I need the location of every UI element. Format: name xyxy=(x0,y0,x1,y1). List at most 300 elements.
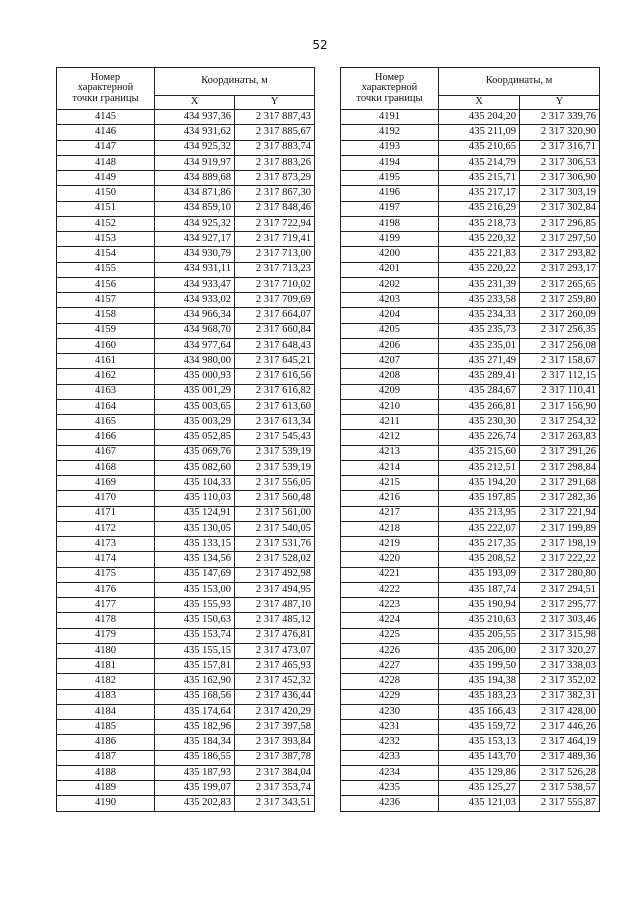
table-row xyxy=(57,506,315,521)
x-coordinate-cell: 435 205,55 xyxy=(439,628,520,643)
point-number-cell: 4192 xyxy=(341,125,439,140)
x-coordinate-cell: 435 153,74 xyxy=(155,628,235,643)
header-coordinates: Координаты, м xyxy=(439,68,600,96)
table-row xyxy=(57,186,315,201)
point-number-cell: 4159 xyxy=(57,323,155,338)
table-row xyxy=(57,521,315,536)
y-coordinate-cell: 2 317 282,36 xyxy=(520,491,600,506)
point-number-cell: 4216 xyxy=(341,491,439,506)
y-coordinate-cell: 2 317 648,43 xyxy=(235,338,315,353)
x-coordinate-cell: 435 210,65 xyxy=(439,140,520,155)
x-coordinate-cell: 435 155,15 xyxy=(155,643,235,658)
y-coordinate-cell: 2 317 613,34 xyxy=(235,415,315,430)
header-y: Y xyxy=(235,96,315,110)
point-number-cell: 4205 xyxy=(341,323,439,338)
x-coordinate-cell: 435 187,74 xyxy=(439,582,520,597)
y-coordinate-cell: 2 317 492,98 xyxy=(235,567,315,582)
table-row xyxy=(341,460,600,475)
x-coordinate-cell: 434 968,70 xyxy=(155,323,235,338)
table-row xyxy=(57,689,315,704)
point-number-cell: 4162 xyxy=(57,369,155,384)
y-coordinate-cell: 2 317 465,93 xyxy=(235,659,315,674)
table-row xyxy=(57,750,315,765)
x-coordinate-cell: 435 216,29 xyxy=(439,201,520,216)
table-row xyxy=(57,598,315,613)
x-coordinate-cell: 435 226,74 xyxy=(439,430,520,445)
point-number-cell: 4167 xyxy=(57,445,155,460)
table-row xyxy=(57,735,315,750)
y-coordinate-cell: 2 317 452,32 xyxy=(235,674,315,689)
y-coordinate-cell: 2 317 280,80 xyxy=(520,567,600,582)
table-row xyxy=(341,720,600,735)
y-coordinate-cell: 2 317 158,67 xyxy=(520,354,600,369)
table-row xyxy=(341,476,600,491)
x-coordinate-cell: 435 235,73 xyxy=(439,323,520,338)
point-number-cell: 4157 xyxy=(57,293,155,308)
point-number-cell: 4190 xyxy=(57,796,155,811)
x-coordinate-cell: 435 230,30 xyxy=(439,415,520,430)
x-coordinate-cell: 435 110,03 xyxy=(155,491,235,506)
point-number-cell: 4169 xyxy=(57,476,155,491)
y-coordinate-cell: 2 317 110,41 xyxy=(520,384,600,399)
table-row xyxy=(57,262,315,277)
table-row xyxy=(57,232,315,247)
point-number-cell: 4224 xyxy=(341,613,439,628)
table-row xyxy=(341,140,600,155)
x-coordinate-cell: 434 933,02 xyxy=(155,293,235,308)
x-coordinate-cell: 435 133,15 xyxy=(155,537,235,552)
y-coordinate-cell: 2 317 263,83 xyxy=(520,430,600,445)
y-coordinate-cell: 2 317 539,19 xyxy=(235,445,315,460)
point-number-cell: 4208 xyxy=(341,369,439,384)
y-coordinate-cell: 2 317 294,51 xyxy=(520,582,600,597)
table-row xyxy=(341,613,600,628)
table-row xyxy=(57,384,315,399)
point-number-cell: 4211 xyxy=(341,415,439,430)
y-coordinate-cell: 2 317 526,28 xyxy=(520,765,600,780)
table-row xyxy=(57,720,315,735)
y-coordinate-cell: 2 317 397,58 xyxy=(235,720,315,735)
table-row xyxy=(341,781,600,796)
y-coordinate-cell: 2 317 198,19 xyxy=(520,537,600,552)
y-coordinate-cell: 2 317 494,95 xyxy=(235,582,315,597)
point-number-cell: 4150 xyxy=(57,186,155,201)
table-row xyxy=(341,643,600,658)
table-row xyxy=(57,704,315,719)
x-coordinate-cell: 435 104,33 xyxy=(155,476,235,491)
y-coordinate-cell: 2 317 384,04 xyxy=(235,765,315,780)
x-coordinate-cell: 435 184,34 xyxy=(155,735,235,750)
point-number-cell: 4199 xyxy=(341,232,439,247)
x-coordinate-cell: 435 121,03 xyxy=(439,796,520,811)
table-row xyxy=(341,277,600,292)
point-number-cell: 4164 xyxy=(57,399,155,414)
point-number-cell: 4155 xyxy=(57,262,155,277)
x-coordinate-cell: 435 235,01 xyxy=(439,338,520,353)
y-coordinate-cell: 2 317 343,51 xyxy=(235,796,315,811)
coordinates-table-left xyxy=(56,67,315,812)
point-number-cell: 4207 xyxy=(341,354,439,369)
table-row xyxy=(57,415,315,430)
table-row xyxy=(341,201,600,216)
table-row xyxy=(341,445,600,460)
y-coordinate-cell: 2 317 473,07 xyxy=(235,643,315,658)
table-row xyxy=(57,338,315,353)
x-coordinate-cell: 435 211,09 xyxy=(439,125,520,140)
table-row xyxy=(57,582,315,597)
point-number-cell: 4176 xyxy=(57,582,155,597)
table-row xyxy=(57,781,315,796)
point-number-cell: 4195 xyxy=(341,171,439,186)
table-row xyxy=(341,155,600,170)
x-coordinate-cell: 435 052,85 xyxy=(155,430,235,445)
table-row xyxy=(57,308,315,323)
y-coordinate-cell: 2 317 339,76 xyxy=(520,110,600,125)
point-number-cell: 4226 xyxy=(341,643,439,658)
table-row xyxy=(57,567,315,582)
point-number-cell: 4185 xyxy=(57,720,155,735)
x-coordinate-cell: 434 927,17 xyxy=(155,232,235,247)
y-coordinate-cell: 2 317 254,32 xyxy=(520,415,600,430)
x-coordinate-cell: 434 937,36 xyxy=(155,110,235,125)
x-coordinate-cell: 435 213,95 xyxy=(439,506,520,521)
x-coordinate-cell: 435 199,07 xyxy=(155,781,235,796)
table-row xyxy=(341,247,600,262)
y-coordinate-cell: 2 317 560,48 xyxy=(235,491,315,506)
table-row xyxy=(57,140,315,155)
y-coordinate-cell: 2 317 485,12 xyxy=(235,613,315,628)
point-number-cell: 4214 xyxy=(341,460,439,475)
table-row xyxy=(341,171,600,186)
y-coordinate-cell: 2 317 867,30 xyxy=(235,186,315,201)
point-number-cell: 4219 xyxy=(341,537,439,552)
y-coordinate-cell: 2 317 873,29 xyxy=(235,171,315,186)
point-number-cell: 4163 xyxy=(57,384,155,399)
y-coordinate-cell: 2 317 293,82 xyxy=(520,247,600,262)
point-number-cell: 4161 xyxy=(57,354,155,369)
table-row xyxy=(57,201,315,216)
point-number-cell: 4181 xyxy=(57,659,155,674)
y-coordinate-cell: 2 317 382,31 xyxy=(520,689,600,704)
x-coordinate-cell: 435 215,60 xyxy=(439,445,520,460)
x-coordinate-cell: 435 162,90 xyxy=(155,674,235,689)
x-coordinate-cell: 435 231,39 xyxy=(439,277,520,292)
point-number-cell: 4232 xyxy=(341,735,439,750)
table-row xyxy=(341,216,600,231)
coordinates-table-right xyxy=(340,67,600,812)
x-coordinate-cell: 435 130,05 xyxy=(155,521,235,536)
point-number-cell: 4222 xyxy=(341,582,439,597)
point-number-cell: 4154 xyxy=(57,247,155,262)
table-row xyxy=(57,125,315,140)
x-coordinate-cell: 435 187,93 xyxy=(155,765,235,780)
point-number-cell: 4204 xyxy=(341,308,439,323)
point-number-cell: 4201 xyxy=(341,262,439,277)
y-coordinate-cell: 2 317 613,60 xyxy=(235,399,315,414)
y-coordinate-cell: 2 317 428,00 xyxy=(520,704,600,719)
y-coordinate-cell: 2 317 221,94 xyxy=(520,506,600,521)
y-coordinate-cell: 2 317 298,84 xyxy=(520,460,600,475)
x-coordinate-cell: 434 977,64 xyxy=(155,338,235,353)
x-coordinate-cell: 435 186,55 xyxy=(155,750,235,765)
y-coordinate-cell: 2 317 387,78 xyxy=(235,750,315,765)
y-coordinate-cell: 2 317 887,43 xyxy=(235,110,315,125)
y-coordinate-cell: 2 317 664,07 xyxy=(235,308,315,323)
y-coordinate-cell: 2 317 297,50 xyxy=(520,232,600,247)
table-row xyxy=(57,552,315,567)
x-coordinate-cell: 435 210,63 xyxy=(439,613,520,628)
point-number-cell: 4184 xyxy=(57,704,155,719)
table-row xyxy=(341,796,600,811)
table-row xyxy=(57,216,315,231)
x-coordinate-cell: 434 889,68 xyxy=(155,171,235,186)
y-coordinate-cell: 2 317 556,05 xyxy=(235,476,315,491)
table-row xyxy=(341,125,600,140)
point-number-cell: 4146 xyxy=(57,125,155,140)
point-number-cell: 4179 xyxy=(57,628,155,643)
point-number-cell: 4183 xyxy=(57,689,155,704)
x-coordinate-cell: 435 143,70 xyxy=(439,750,520,765)
point-number-cell: 4223 xyxy=(341,598,439,613)
y-coordinate-cell: 2 317 476,81 xyxy=(235,628,315,643)
table-row xyxy=(57,765,315,780)
table-row xyxy=(341,628,600,643)
x-coordinate-cell: 435 217,35 xyxy=(439,537,520,552)
y-coordinate-cell: 2 317 645,21 xyxy=(235,354,315,369)
table-row xyxy=(57,110,315,125)
table-row xyxy=(341,537,600,552)
table-body-left xyxy=(57,110,315,812)
point-number-cell: 4149 xyxy=(57,171,155,186)
x-coordinate-cell: 435 193,09 xyxy=(439,567,520,582)
y-coordinate-cell: 2 317 722,94 xyxy=(235,216,315,231)
table-body-right xyxy=(341,110,600,812)
table-row xyxy=(341,293,600,308)
x-coordinate-cell: 434 980,00 xyxy=(155,354,235,369)
y-coordinate-cell: 2 317 353,74 xyxy=(235,781,315,796)
point-number-cell: 4225 xyxy=(341,628,439,643)
y-coordinate-cell: 2 317 316,71 xyxy=(520,140,600,155)
y-coordinate-cell: 2 317 713,00 xyxy=(235,247,315,262)
point-number-cell: 4234 xyxy=(341,765,439,780)
y-coordinate-cell: 2 317 709,69 xyxy=(235,293,315,308)
x-coordinate-cell: 434 931,62 xyxy=(155,125,235,140)
x-coordinate-cell: 435 284,67 xyxy=(439,384,520,399)
point-number-cell: 4194 xyxy=(341,155,439,170)
x-coordinate-cell: 435 166,43 xyxy=(439,704,520,719)
x-coordinate-cell: 434 933,47 xyxy=(155,277,235,292)
point-number-cell: 4177 xyxy=(57,598,155,613)
table-row xyxy=(57,277,315,292)
point-number-cell: 4182 xyxy=(57,674,155,689)
table-row xyxy=(341,704,600,719)
x-coordinate-cell: 435 289,41 xyxy=(439,369,520,384)
table-row xyxy=(341,598,600,613)
point-number-cell: 4171 xyxy=(57,506,155,521)
point-number-cell: 4165 xyxy=(57,415,155,430)
table-row xyxy=(341,399,600,414)
table-row xyxy=(57,491,315,506)
table-row xyxy=(57,445,315,460)
y-coordinate-cell: 2 317 291,26 xyxy=(520,445,600,460)
y-coordinate-cell: 2 317 303,19 xyxy=(520,186,600,201)
point-number-cell: 4186 xyxy=(57,735,155,750)
x-coordinate-cell: 435 153,00 xyxy=(155,582,235,597)
y-coordinate-cell: 2 317 156,90 xyxy=(520,399,600,414)
x-coordinate-cell: 435 194,20 xyxy=(439,476,520,491)
y-coordinate-cell: 2 317 315,98 xyxy=(520,628,600,643)
table-row xyxy=(57,369,315,384)
header-y: Y xyxy=(520,96,600,110)
point-number-cell: 4209 xyxy=(341,384,439,399)
table-row xyxy=(57,354,315,369)
point-number-cell: 4148 xyxy=(57,155,155,170)
x-coordinate-cell: 435 206,00 xyxy=(439,643,520,658)
table-row xyxy=(341,491,600,506)
point-number-cell: 4231 xyxy=(341,720,439,735)
y-coordinate-cell: 2 317 713,23 xyxy=(235,262,315,277)
x-coordinate-cell: 435 214,79 xyxy=(439,155,520,170)
table-row xyxy=(341,308,600,323)
point-number-cell: 4152 xyxy=(57,216,155,231)
point-number-cell: 4227 xyxy=(341,659,439,674)
y-coordinate-cell: 2 317 487,10 xyxy=(235,598,315,613)
point-number-cell: 4221 xyxy=(341,567,439,582)
x-coordinate-cell: 434 871,86 xyxy=(155,186,235,201)
table-row xyxy=(341,567,600,582)
x-coordinate-cell: 435 197,85 xyxy=(439,491,520,506)
table-row xyxy=(341,750,600,765)
y-coordinate-cell: 2 317 291,68 xyxy=(520,476,600,491)
x-coordinate-cell: 435 271,49 xyxy=(439,354,520,369)
y-coordinate-cell: 2 317 848,46 xyxy=(235,201,315,216)
x-coordinate-cell: 435 003,29 xyxy=(155,415,235,430)
y-coordinate-cell: 2 317 883,74 xyxy=(235,140,315,155)
y-coordinate-cell: 2 317 306,53 xyxy=(520,155,600,170)
y-coordinate-cell: 2 317 338,03 xyxy=(520,659,600,674)
point-number-cell: 4191 xyxy=(341,110,439,125)
point-number-cell: 4151 xyxy=(57,201,155,216)
header-point-number: Номер характерной точки границы xyxy=(341,68,439,110)
table-row xyxy=(57,628,315,643)
x-coordinate-cell: 435 222,07 xyxy=(439,521,520,536)
point-number-cell: 4188 xyxy=(57,765,155,780)
header-x: X xyxy=(155,96,235,110)
x-coordinate-cell: 435 220,32 xyxy=(439,232,520,247)
y-coordinate-cell: 2 317 545,43 xyxy=(235,430,315,445)
x-coordinate-cell: 435 125,27 xyxy=(439,781,520,796)
x-coordinate-cell: 435 124,91 xyxy=(155,506,235,521)
point-number-cell: 4217 xyxy=(341,506,439,521)
point-number-cell: 4228 xyxy=(341,674,439,689)
point-number-cell: 4206 xyxy=(341,338,439,353)
table-row xyxy=(341,262,600,277)
point-number-cell: 4200 xyxy=(341,247,439,262)
point-number-cell: 4197 xyxy=(341,201,439,216)
table-row xyxy=(341,369,600,384)
point-number-cell: 4235 xyxy=(341,781,439,796)
point-number-cell: 4218 xyxy=(341,521,439,536)
x-coordinate-cell: 435 153,13 xyxy=(439,735,520,750)
y-coordinate-cell: 2 317 420,29 xyxy=(235,704,315,719)
point-number-cell: 4198 xyxy=(341,216,439,231)
y-coordinate-cell: 2 317 260,09 xyxy=(520,308,600,323)
table-row xyxy=(341,765,600,780)
point-number-cell: 4158 xyxy=(57,308,155,323)
x-coordinate-cell: 435 194,38 xyxy=(439,674,520,689)
table-row xyxy=(341,582,600,597)
point-number-cell: 4180 xyxy=(57,643,155,658)
y-coordinate-cell: 2 317 616,82 xyxy=(235,384,315,399)
table-row xyxy=(57,171,315,186)
point-number-cell: 4147 xyxy=(57,140,155,155)
x-coordinate-cell: 435 168,56 xyxy=(155,689,235,704)
table-row xyxy=(57,643,315,658)
x-coordinate-cell: 435 266,81 xyxy=(439,399,520,414)
x-coordinate-cell: 435 202,83 xyxy=(155,796,235,811)
y-coordinate-cell: 2 317 719,41 xyxy=(235,232,315,247)
table-row xyxy=(341,186,600,201)
y-coordinate-cell: 2 317 528,02 xyxy=(235,552,315,567)
point-number-cell: 4166 xyxy=(57,430,155,445)
table-row xyxy=(57,323,315,338)
y-coordinate-cell: 2 317 555,87 xyxy=(520,796,600,811)
point-number-cell: 4229 xyxy=(341,689,439,704)
table-row xyxy=(57,476,315,491)
x-coordinate-cell: 435 199,50 xyxy=(439,659,520,674)
x-coordinate-cell: 435 159,72 xyxy=(439,720,520,735)
x-coordinate-cell: 435 147,69 xyxy=(155,567,235,582)
x-coordinate-cell: 434 919,97 xyxy=(155,155,235,170)
table-row xyxy=(341,323,600,338)
point-number-cell: 4213 xyxy=(341,445,439,460)
x-coordinate-cell: 434 931,11 xyxy=(155,262,235,277)
y-coordinate-cell: 2 317 489,36 xyxy=(520,750,600,765)
table-row xyxy=(341,384,600,399)
point-number-cell: 4160 xyxy=(57,338,155,353)
x-coordinate-cell: 435 190,94 xyxy=(439,598,520,613)
y-coordinate-cell: 2 317 303,46 xyxy=(520,613,600,628)
y-coordinate-cell: 2 317 883,26 xyxy=(235,155,315,170)
table-row xyxy=(341,338,600,353)
y-coordinate-cell: 2 317 320,27 xyxy=(520,643,600,658)
point-number-cell: 4196 xyxy=(341,186,439,201)
table-row xyxy=(57,293,315,308)
table-row xyxy=(57,247,315,262)
table-row xyxy=(57,659,315,674)
point-number-cell: 4156 xyxy=(57,277,155,292)
point-number-cell: 4174 xyxy=(57,552,155,567)
x-coordinate-cell: 435 234,33 xyxy=(439,308,520,323)
x-coordinate-cell: 435 157,81 xyxy=(155,659,235,674)
x-coordinate-cell: 435 215,71 xyxy=(439,171,520,186)
point-number-cell: 4236 xyxy=(341,796,439,811)
y-coordinate-cell: 2 317 561,00 xyxy=(235,506,315,521)
x-coordinate-cell: 435 217,17 xyxy=(439,186,520,201)
y-coordinate-cell: 2 317 295,77 xyxy=(520,598,600,613)
point-number-cell: 4145 xyxy=(57,110,155,125)
table-row xyxy=(341,659,600,674)
point-number-cell: 4215 xyxy=(341,476,439,491)
table-row xyxy=(341,232,600,247)
page-number: 52 xyxy=(312,38,328,52)
y-coordinate-cell: 2 317 660,84 xyxy=(235,323,315,338)
y-coordinate-cell: 2 317 256,35 xyxy=(520,323,600,338)
y-coordinate-cell: 2 317 538,57 xyxy=(520,781,600,796)
table-row xyxy=(57,155,315,170)
x-coordinate-cell: 435 150,63 xyxy=(155,613,235,628)
x-coordinate-cell: 435 182,96 xyxy=(155,720,235,735)
